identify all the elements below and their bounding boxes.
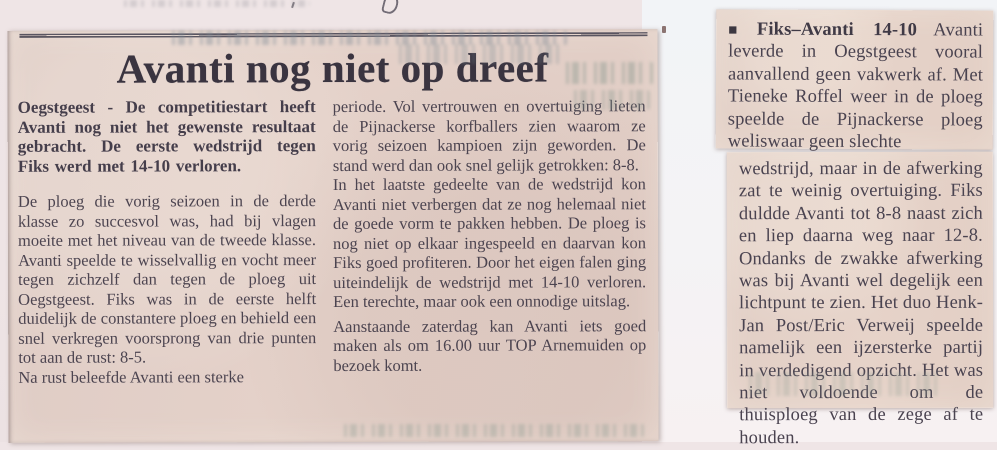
article-paragraph: Aanstaande zaterdag kan Avanti iets goed maken als om 16.00 uur TOP Arnemuiden op bezoek komt. bbox=[333, 315, 647, 375]
article-paragraph: De ploeg die vorig seizoen in de derde klasse zo succesvol was, had bij vlagen moeite met het niveau van de tweede klasse. Avanti speelde te wisselvallig en vocht meer tegen zichzelf dan tegen de ploeg uit Oegstgeest. Fiks was in de eerste helft duidelijk de constantere ploeg en behield een snel verkregen voorsprong van drie punten tot aan de rust: 8-5. bbox=[17, 191, 317, 368]
ink-bleed-ghost bbox=[120, 0, 310, 7]
article-column-left bbox=[18, 97, 317, 387]
article-paragraph: periode. Vol vertrouwen en overtuiging lieten de Pijnackerse korfballers zien waarom ze vorig seizoen kampioen zijn geworden. De stand werd dan ook snel gelijk getrokken: 8-8. bbox=[332, 96, 646, 175]
side-clipping-top-text: Avanti leverde in Oegstgeest vooral aanvallend geen vakwerk af. Met Tieneke Roffel weer in de ploeg speelde de Pijnackerse ploeg weliswaar geen slechte bbox=[727, 20, 984, 153]
article-paragraph: Na rust beleefde Avanti een sterke bbox=[18, 367, 244, 387]
article-lead-paragraph: Oegstgeest - De competitiestart heeft Avanti nog niet het gewenste resultaat gebracht. De eerste wedstrijd tegen Fiks werd met 14-10 verloren. bbox=[17, 97, 316, 176]
match-result-header: Fiks–Avanti 14-10 bbox=[756, 19, 918, 41]
stray-ink-mark bbox=[381, 0, 400, 16]
square-bullet-icon: ■ bbox=[728, 22, 750, 39]
article-headline: Avanti nog niet op dreef bbox=[116, 44, 549, 92]
side-clipping-top-piece bbox=[716, 9, 994, 153]
stray-ink-tick bbox=[291, 2, 295, 8]
article-column-middle bbox=[333, 96, 647, 386]
side-clipping-bottom-piece bbox=[727, 152, 993, 449]
article-paragraph: In het laatste gedeelte van de wedstrijd kon Avanti niet verbergen dat ze nog helemaal niet de goede vorm te pakken hebben. De ploeg is nog niet op elkaar ingespeeld en daarvan kon Fiks goed profiteren. Door het eigen falen ging uiteindelijk de wedstrijd met 14-10 verloren. Een terechte, maar ook een onnodige uitslag. bbox=[332, 174, 647, 311]
article-top-rule bbox=[19, 32, 647, 38]
main-article-clipping bbox=[7, 29, 658, 443]
article-columns bbox=[8, 96, 659, 387]
stray-ink-dot bbox=[662, 26, 666, 33]
side-clipping-text bbox=[716, 9, 994, 154]
side-clipping-bottom-text: wedstrijd, maar in de afwerking zat te weinig overtuiging. Fiks duldde Avanti tot 8-8 naast zich en liep daarna weg naar 12-8. Ondanks de zwakke afwerking was bij Avanti wel degelijk een lichtpunt te zien. Het duo Henk-Jan Post/Eric Verweij speelde namelijk een ijzersterke partij in verdedigend opzicht. Het was niet voldoende om de thuisploeg van de zege af te houden. bbox=[738, 158, 984, 449]
